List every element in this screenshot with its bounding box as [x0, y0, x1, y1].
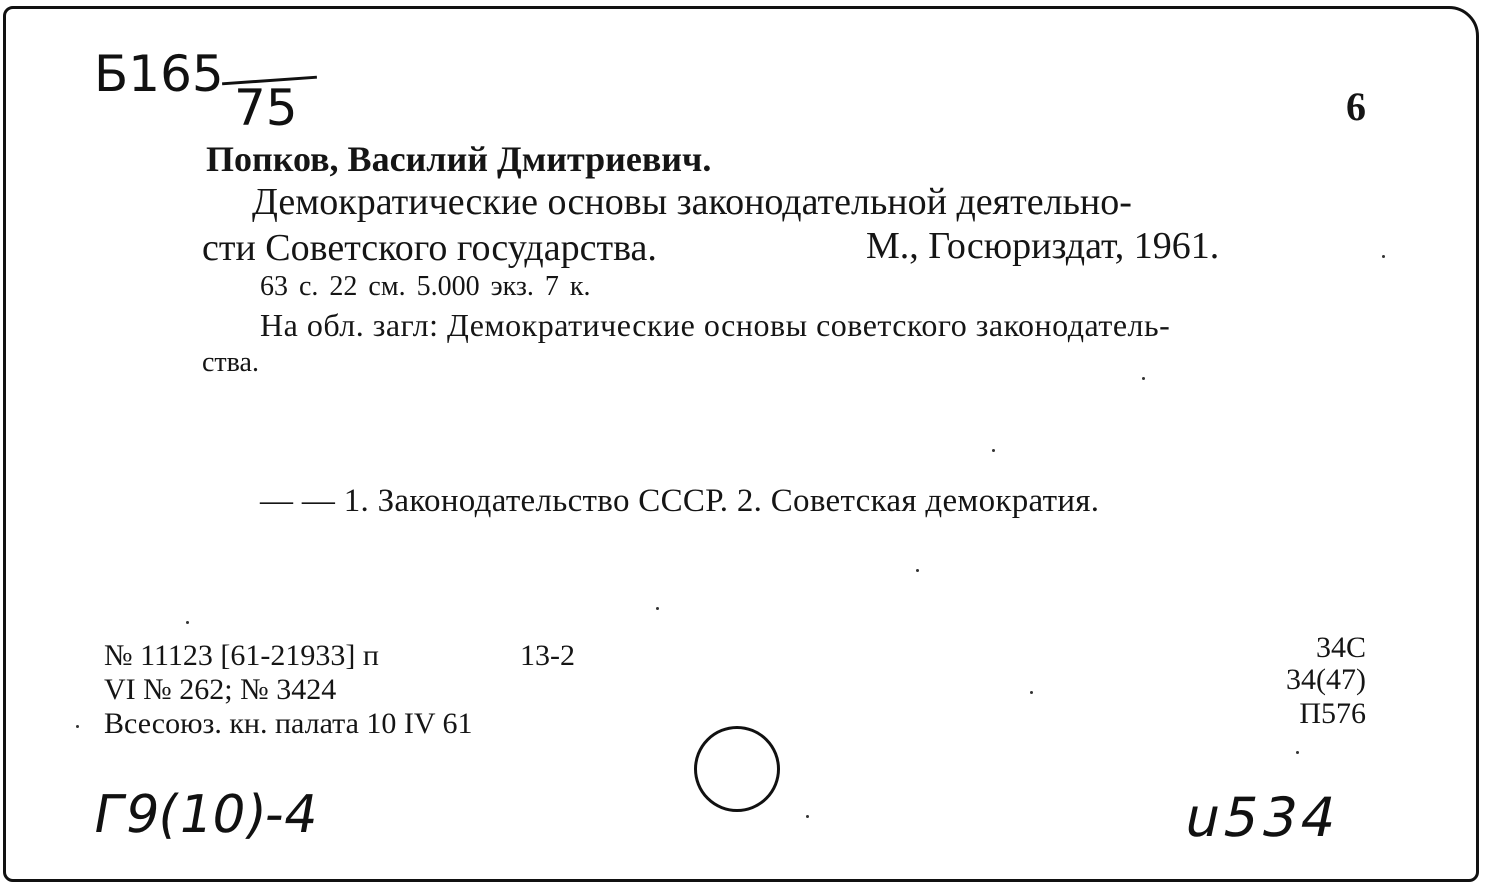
author-heading: Попков, Василий Дмитриевич.: [206, 139, 712, 179]
cover-title-note-line-1: На обл. загл: Демократические основы советского законодатель-: [260, 307, 1171, 343]
speck: [916, 569, 919, 572]
subject-headings: — — 1. Законодательство СССР. 2. Советская демократия.: [260, 483, 1100, 519]
speck: [656, 607, 659, 610]
book-chamber-line: Всесоюз. кн. палата 10 IV 61: [104, 707, 473, 740]
title-line-2: сти Советского государства.: [202, 227, 657, 269]
speck: [992, 449, 995, 452]
catalog-card: [3, 6, 1479, 882]
speck: [806, 815, 809, 818]
handwritten-inventory-number: u534: [1179, 786, 1347, 849]
speck: [76, 725, 79, 728]
stamp-circle: [694, 726, 780, 812]
speck: [1296, 751, 1299, 754]
handwritten-shelf-mark-top: Б165: [94, 45, 224, 103]
registration-number: № 11123 [61-21933] п: [104, 639, 379, 672]
speck: [1382, 255, 1385, 258]
handwritten-shelf-code: Г9(10)-4: [88, 785, 323, 845]
classification-index-1: 34С: [1315, 631, 1366, 664]
speck: [1142, 377, 1145, 380]
cover-title-note-line-2: ства.: [202, 347, 259, 378]
speck: [186, 621, 189, 624]
registration-vi-line: VI № 262; № 3424: [104, 673, 337, 706]
registration-code: 13-2: [520, 639, 575, 672]
title-line-1: Демократические основы законодательной деятельно-: [252, 181, 1132, 223]
card-number: 6: [1346, 84, 1366, 129]
speck: [1030, 691, 1033, 694]
physical-description: 63 с. 22 см. 5.000 экз. 7 к.: [260, 271, 591, 302]
author-mark: П576: [1299, 697, 1366, 730]
classification-index-2: 34(47): [1286, 663, 1366, 696]
handwritten-shelf-mark-bottom: 75: [234, 79, 298, 137]
imprint: М., Госюриздат, 1961.: [866, 225, 1220, 267]
